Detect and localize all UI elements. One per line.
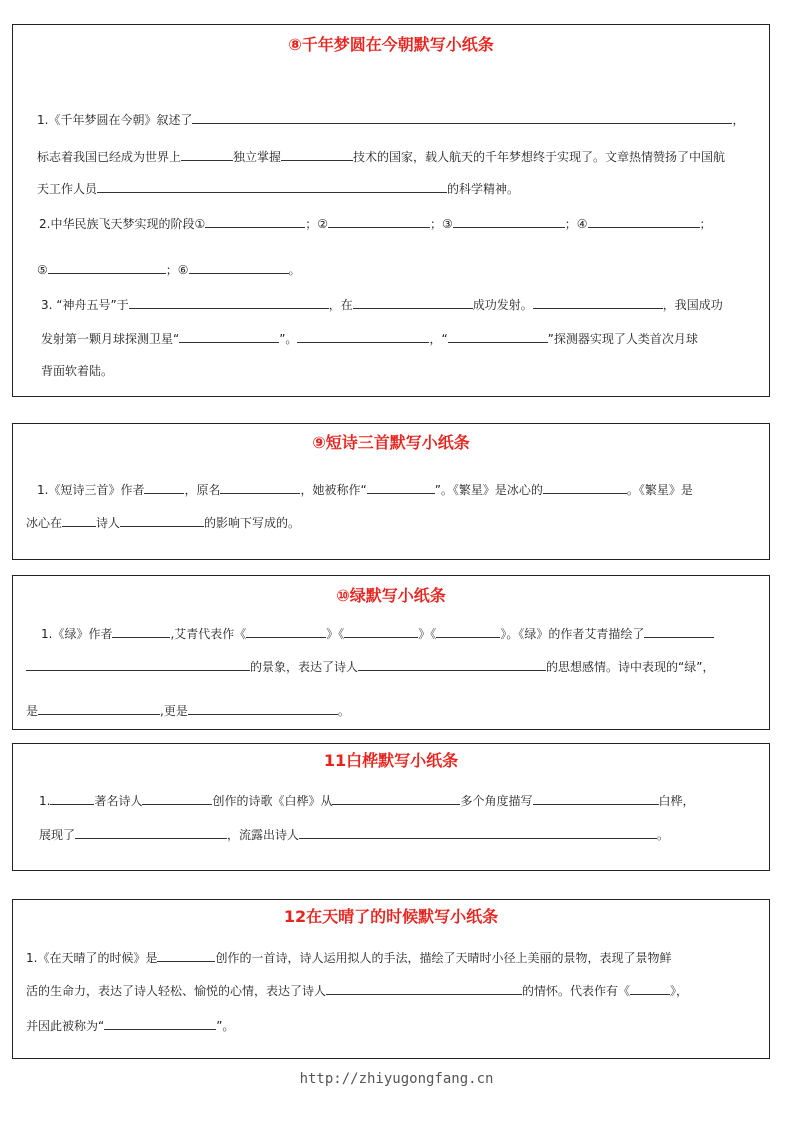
answer-blank[interactable] xyxy=(588,215,700,228)
answer-blank[interactable] xyxy=(630,982,670,995)
answer-blank[interactable] xyxy=(328,215,430,228)
answer-blank[interactable] xyxy=(353,296,473,309)
answer-blank[interactable] xyxy=(62,514,96,527)
answer-blank[interactable] xyxy=(144,481,184,494)
section-title: ⑨短诗三首默写小纸条 xyxy=(312,433,470,452)
answer-blank[interactable] xyxy=(192,111,732,124)
text-line: 发射第一颗月球探测卫星“ ”。 ，“ ”探测器实现了人类首次月球 xyxy=(41,332,698,346)
section-title: ⑧千年梦圆在今朝默写小纸条 xyxy=(288,35,494,54)
text-line: 1.《短诗三首》作者 ，原名 ，她被称作“ ”。《繁星》是冰心的 。《繁星》是 xyxy=(37,483,693,497)
answer-blank[interactable] xyxy=(281,148,353,161)
answer-blank[interactable] xyxy=(129,296,329,309)
answer-blank[interactable] xyxy=(48,261,166,274)
text-line: 标志着我国已经成为世界上 独立掌握 技术的国家，载人航天的千年梦想终于实现了。文章热情赞扬了中国航 xyxy=(37,150,726,164)
text-line: 冰心在 诗人 的影响下写成的。 xyxy=(26,516,301,530)
text-line: 1.《千年梦圆在今朝》叙述了 ， xyxy=(37,113,745,127)
section-title: ⑩绿默写小纸条 xyxy=(336,586,446,605)
answer-blank[interactable] xyxy=(142,792,212,805)
answer-blank[interactable] xyxy=(644,625,714,638)
text-line: 背面软着陆。 xyxy=(41,364,114,378)
answer-blank[interactable] xyxy=(188,702,338,715)
text-line: 是 ,更是 。 xyxy=(26,704,350,718)
text-line: 展现了 ，流露出诗人 。 xyxy=(39,828,670,842)
text-line: 并因此被称为“ ”。 xyxy=(26,1019,235,1033)
answer-blank[interactable] xyxy=(367,481,435,494)
answer-blank[interactable] xyxy=(75,826,227,839)
answer-blank[interactable] xyxy=(448,330,548,343)
answer-blank[interactable] xyxy=(179,330,279,343)
section-title: 11白桦默写小纸条 xyxy=(323,751,459,770)
answer-blank[interactable] xyxy=(181,148,233,161)
answer-blank[interactable] xyxy=(112,625,170,638)
answer-blank[interactable] xyxy=(50,792,94,805)
section-8-card xyxy=(12,24,770,397)
answer-blank[interactable] xyxy=(26,658,250,671)
section-9-card xyxy=(12,423,770,560)
answer-blank[interactable] xyxy=(38,702,160,715)
section-title: 12在天晴了的时候默写小纸条 xyxy=(283,907,499,926)
section-12-card xyxy=(12,899,770,1059)
answer-blank[interactable] xyxy=(543,481,627,494)
answer-blank[interactable] xyxy=(533,792,659,805)
answer-blank[interactable] xyxy=(104,1017,216,1030)
text-line: 3. “神舟五号”于 ，在 成功发射。 ，我国成功 xyxy=(41,298,723,312)
section-10-card xyxy=(12,575,770,730)
answer-blank[interactable] xyxy=(358,658,546,671)
answer-blank[interactable] xyxy=(205,215,305,228)
text-line: 2.中华民族飞天梦实现的阶段① ；② ；③ ；④ ； xyxy=(39,217,712,231)
answer-blank[interactable] xyxy=(326,982,522,995)
text-line: 1. 著名诗人 创作的诗歌《白桦》从 多个角度描写 白桦， xyxy=(39,794,695,808)
answer-blank[interactable] xyxy=(299,826,657,839)
answer-blank[interactable] xyxy=(157,949,215,962)
text-line: 1.《在天晴了的时候》是 创作的一首诗，诗人运用拟人的手法，描绘了天晴时小径上美丽的景物，表现了景物鲜 xyxy=(26,951,672,965)
answer-blank[interactable] xyxy=(120,514,204,527)
answer-blank[interactable] xyxy=(453,215,565,228)
text-line: 的景象，表达了诗人 的思想感情。诗中表现的“绿”， xyxy=(26,658,714,675)
answer-blank[interactable] xyxy=(332,792,460,805)
answer-blank[interactable] xyxy=(246,625,326,638)
section-11-card xyxy=(12,743,770,871)
answer-blank[interactable] xyxy=(436,625,500,638)
answer-blank[interactable] xyxy=(297,330,429,343)
answer-blank[interactable] xyxy=(189,261,289,274)
answer-blank[interactable] xyxy=(220,481,300,494)
text-line: 1.《绿》作者 ,艾青代表作《 》《 》《 》。《绿》的作者艾青描绘了 xyxy=(41,625,714,642)
answer-blank[interactable] xyxy=(97,180,447,193)
answer-blank[interactable] xyxy=(533,296,663,309)
text-line: 天工作人员 的科学精神。 xyxy=(37,182,520,196)
answer-blank[interactable] xyxy=(344,625,418,638)
text-line: 活的生命力，表达了诗人轻松、愉悦的心情，表达了诗人 的情怀。代表作有《 》， xyxy=(26,984,689,998)
footer-url[interactable]: http://zhiyugongfang.cn xyxy=(299,1071,494,1087)
text-line: ⑤ ；⑥ 。 xyxy=(37,263,301,277)
